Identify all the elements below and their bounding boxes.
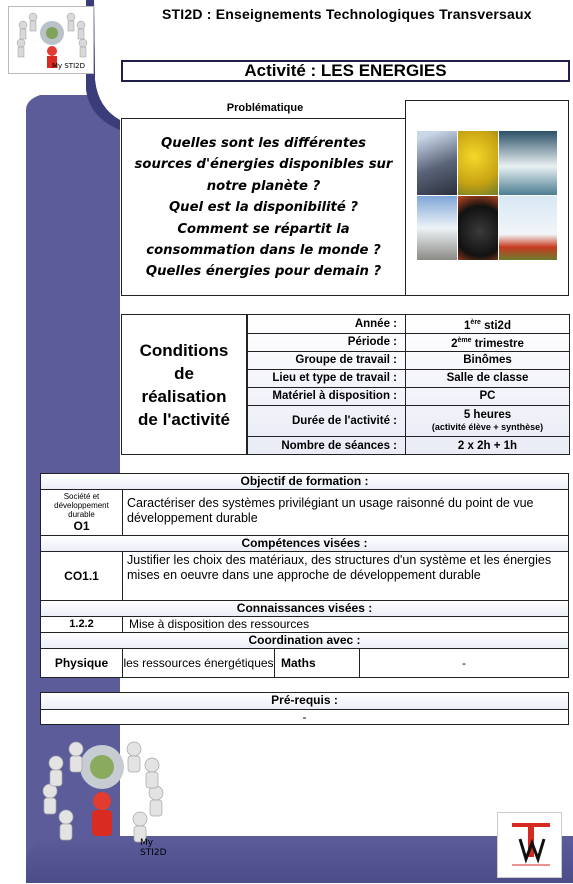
solar-panel-photo (417, 131, 457, 195)
condition-value: 5 heures (activité élève + synthèse) (431, 408, 544, 432)
conditions-title-line: de (174, 363, 194, 383)
condition-row (248, 333, 569, 352)
condition-row (248, 387, 569, 406)
condition-label: Nombre de séances : (248, 436, 406, 455)
condition-value: 2 x 2h + 1h (457, 439, 518, 452)
prerequis-header: Pré-requis : (41, 693, 568, 710)
condition-label: Période : (248, 333, 406, 351)
question-line: Quel est la disponibilité ? (168, 200, 359, 216)
question-line: sources d'énergies disponibles sur (134, 157, 393, 173)
problematique-box (121, 118, 406, 296)
condition-label: Lieu et type de travail : (248, 369, 406, 387)
energy-photo-collage (405, 100, 569, 296)
logo-top (8, 6, 94, 74)
coordination-topic-2: - (462, 656, 466, 670)
condition-value: Salle de classe (446, 372, 529, 384)
geyser-photo (417, 196, 457, 260)
question-line: Comment se répartit la (177, 221, 350, 237)
condition-sub: (activité élève + synthèse) (431, 421, 544, 432)
coordination-row (41, 649, 568, 677)
logo-bottom (36, 735, 167, 858)
problematique-label: Problématique (226, 102, 304, 114)
objectif-category: Société et développement durable (54, 492, 109, 519)
competence-row (41, 552, 568, 601)
wind-turbine-photo (499, 196, 557, 260)
condition-label: Groupe de travail : (248, 351, 406, 369)
rapeseed-photo (458, 131, 498, 195)
competences-header: Compétences visées : (41, 536, 568, 551)
condition-value: 1ère sti2d (464, 318, 511, 332)
section-header-row (41, 633, 568, 649)
conditions-table (247, 314, 570, 455)
conditions-title-line: réalisation (141, 386, 227, 406)
prerequis-value: - (302, 710, 307, 724)
condition-label: Durée de l'activité : (248, 405, 406, 436)
coordination-topic: les ressources énergétiques (123, 649, 275, 677)
objectif-row (41, 490, 568, 536)
condition-row (248, 436, 569, 455)
connaissance-row (41, 617, 568, 633)
objectif-text: Caractériser des systèmes privilégiant un usage raisonné du point de vue développement durable (127, 496, 534, 525)
coordination-subject-1: Physique (41, 649, 123, 677)
activity-title: Activité : LES ENERGIES (121, 60, 570, 82)
coordination-subject-2: Maths (275, 649, 360, 677)
logo-caption: My STI2D (140, 838, 167, 858)
condition-value: Binômes (463, 354, 512, 366)
question-line: Quelles sont les différentes (161, 136, 366, 151)
question-line: Quelles énergies pour demain ? (145, 264, 382, 280)
section-header-row (41, 474, 568, 490)
objectives-table (40, 473, 569, 678)
question-line: notre planète ? (206, 178, 321, 194)
header-title: STI2D : Enseignements Technologiques Transversaux (162, 6, 532, 22)
wave-photo (499, 131, 557, 195)
condition-value: PC (479, 390, 496, 402)
condition-label: Matériel à disposition : (248, 387, 406, 405)
school-logo (497, 812, 562, 878)
section-header-row (41, 601, 568, 617)
question-line: consommation dans le monde ? (146, 243, 381, 259)
objectif-code: O1 (73, 519, 90, 533)
coordination-header: Coordination avec : (41, 633, 568, 648)
condition-row (248, 369, 569, 388)
condition-row (248, 351, 569, 370)
coal-photo (458, 196, 498, 260)
connaissances-header: Connaissances visées : (41, 601, 568, 616)
conditions-title-line: de l'activité (138, 409, 230, 429)
prerequis-table (40, 692, 569, 725)
objectif-header: Objectif de formation : (41, 474, 568, 489)
competence-code: CO1.1 (41, 552, 123, 600)
condition-label: Année : (248, 315, 406, 333)
condition-row (248, 405, 569, 437)
conditions-title (121, 314, 247, 455)
connaissance-text: Mise à disposition des ressources (129, 617, 310, 631)
condition-value: 2ème trimestre (451, 336, 524, 350)
people-circle-icon (36, 735, 166, 853)
school-emblem-icon (498, 813, 563, 879)
connaissance-code: 1.2.2 (41, 617, 123, 632)
conditions-title-line: Conditions (139, 340, 229, 360)
logo-caption: My STI2D (51, 62, 85, 70)
section-header-row (41, 536, 568, 552)
competence-text: Justifier les choix des matériaux, des structures d'un système et les énergies mises en oeuvre dans une approche de développement durable (127, 553, 552, 582)
condition-row (248, 315, 569, 334)
